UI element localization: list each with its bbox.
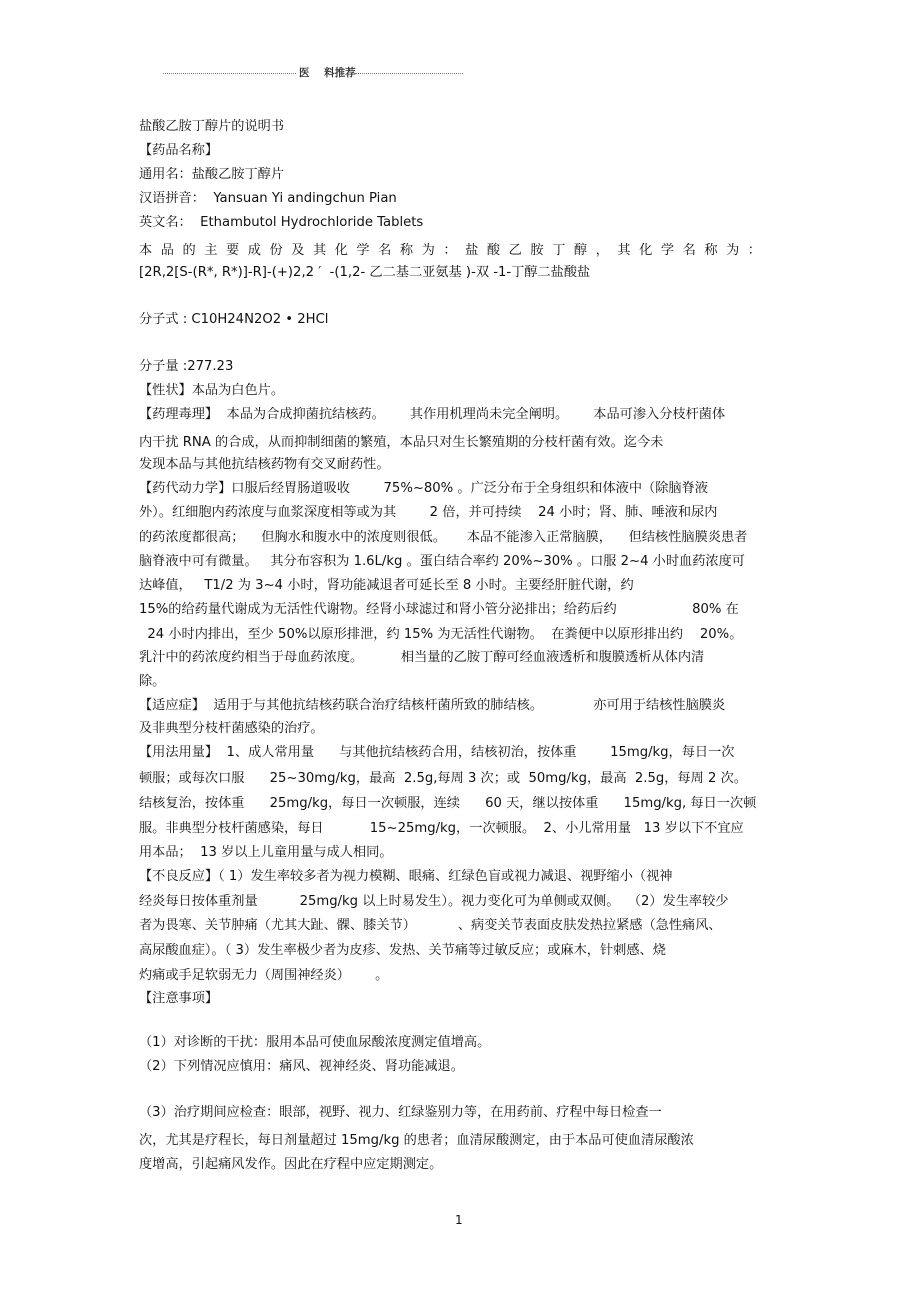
text-line: 15%的给药量代谢成为无活性代谢物。经肾小球滤过和肾小管分泌排出；给药后约 80% 在 [139,602,739,617]
text-line: 者为畏寒、关节肿痛（尤其大趾、髁、膝关节） 、病变关节表面皮肤发热拉紧感（急性痛风、 [139,918,722,933]
text-line: 的药浓度都很高； 但胸水和腹水中的浓度则很低。 本品不能渗入正常脑膜， 但结核性脑膜炎患者 [139,530,748,545]
text-line: 灼痛或手足软弱无力（周围神经炎） 。 [139,968,389,983]
text-line: （3）治疗期间应检查：眼部，视野、视力、红绿鉴别力等，在用药前、疗程中每日检查一 [139,1105,662,1120]
text-line: 内干扰 RNA 的合成，从而抑制细菌的繁殖，本品只对生长繁殖期的分枝杆菌有效。迄今未 [139,435,664,450]
text-line: 脑脊液中可有微量。 其分布容积为 1.6L/kg 。蛋白结合率约 20%~30% 。口服 2~4 小时血药浓度可 [139,554,745,569]
text-line: 结核复治，按体重 25mg/kg，每日一次顿服，连续 60 天，继以按体重 15mg/kg, 每日一次顿 [139,796,757,811]
text-line: （2）下列情况应慎用：痛风、视神经炎、肾功能减退。 [139,1059,464,1074]
text-line: 次，尤其是疗程长，每日剂量超过 15mg/kg 的患者；血清尿酸测定，由于本品可使血清尿酸浓 [139,1133,694,1148]
page-number: 1 [455,1213,463,1227]
text-line: 【注意事项】 [139,991,219,1006]
text-line: 乳汁中的药浓度约相当于母血药浓度。 相当量的乙胺丁醇可经血液透析和腹膜透析从体内清 [139,650,705,665]
text-line: 服。非典型分枝杆菌感染，每日 15~25mg/kg，一次顿服。 2、小儿常用量 13 岁以下不宜应 [139,821,744,836]
text-line: 经炎每日按体重剂量 25mg/kg 以上时易发生）。视力变化可为单侧或双侧。 （2）发生率较少 [139,894,729,909]
text-line: 盐酸乙胺丁醇片的说明书 [139,119,285,134]
text-line: 用本品； 13 岁以上儿童用量与成人相同。 [139,845,393,860]
text-line: 外）。红细胞内药浓度与血浆深度相等或为其 2 倍，并可持续 24 小时；肾、肺、唾液和尿内 [139,505,718,520]
header-divider-left [163,73,296,74]
text-line: 【适应症】 适用于与其他抗结核药联合治疗结核杆菌所致的肺结核。 亦可用于结核性脑膜炎 [139,698,726,713]
header-text: 医 料推荐 [299,67,356,79]
text-line: 高尿酸血症）。（ 3）发生率极少者为皮疹、发热、关节痛等过敏反应；或麻木，针刺感、烧 [139,943,666,958]
text-line: 顿服；或每次口服 25~30mg/kg，最高 2.5g,每周 3 次；或 50mg/kg，最高 2.5g，每周 2 次。 [139,771,747,786]
text-line: 汉语拼音： Yansuan Yi andingchun Pian [139,191,397,206]
text-line: 度增高，引起痛风发作。因此在疗程中应定期测定。 [139,1157,443,1172]
text-line: 除。 [139,674,166,689]
text-line: 分子式 : C10H24N2O2 • 2HCl [139,312,329,327]
text-line: 【性状】本品为白色片。 [139,383,285,398]
header-divider-right [355,73,463,74]
text-line: 24 小时内排出，至少 50%以原形排泄，约 15% 为无活性代谢物。 在粪便中以原形排出约 20%。 [139,627,743,642]
text-line: 英文名： Ethambutol Hydrochloride Tablets [139,215,424,230]
text-line: [2R,2[S-(R*, R*)]-R]-(+)2,2 ′ -(1,2- 乙二基二亚氨基 )-双 -1-丁醇二盐酸盐 [139,265,591,280]
text-line: 达峰值， T1/2 为 3~4 小时，肾功能减退者可延长至 8 小时。主要经肝脏代谢，约 [139,578,634,593]
text-line: （1）对诊断的干扰：服用本品可使血尿酸浓度测定值增高。 [139,1035,491,1050]
text-line: 分子量 :277.23 [139,359,234,374]
text-line: 及非典型分枝杆菌感染的治疗。 [139,721,324,736]
text-line: 通用名：盐酸乙胺丁醇片 [139,167,285,182]
text-line: 发现本品与其他抗结核药物有交叉耐药性。 [139,457,390,472]
text-line: 【药理毒理】 本品为合成抑菌抗结核药。 其作用机理尚未完全阐明。 本品可渗入分枝杆菌体 [139,407,726,422]
text-line: 【药代动力学】口服后经胃肠道吸收 75%~80% 。广泛分布于全身组织和体液中（除脑脊液 [139,481,708,496]
text-line: 【不良反应】（ 1）发生率较多者为视力模糊、眼痛、红绿色盲或视力减退、视野缩小（视神 [139,869,673,884]
text-line: 本 品 的 主 要 成 份 及 其 化 学 名 称 为 ： 盐 酸 乙 胺 丁 醇 ， 其 化 学 名 称 为 ： [139,243,761,258]
text-line: 【用法用量】 1、成人常用量 与其他抗结核药合用，结核初治，按体重 15mg/kg，每日一次 [139,745,735,760]
text-line: 【药品名称】 [139,143,219,158]
page-header [163,66,463,80]
